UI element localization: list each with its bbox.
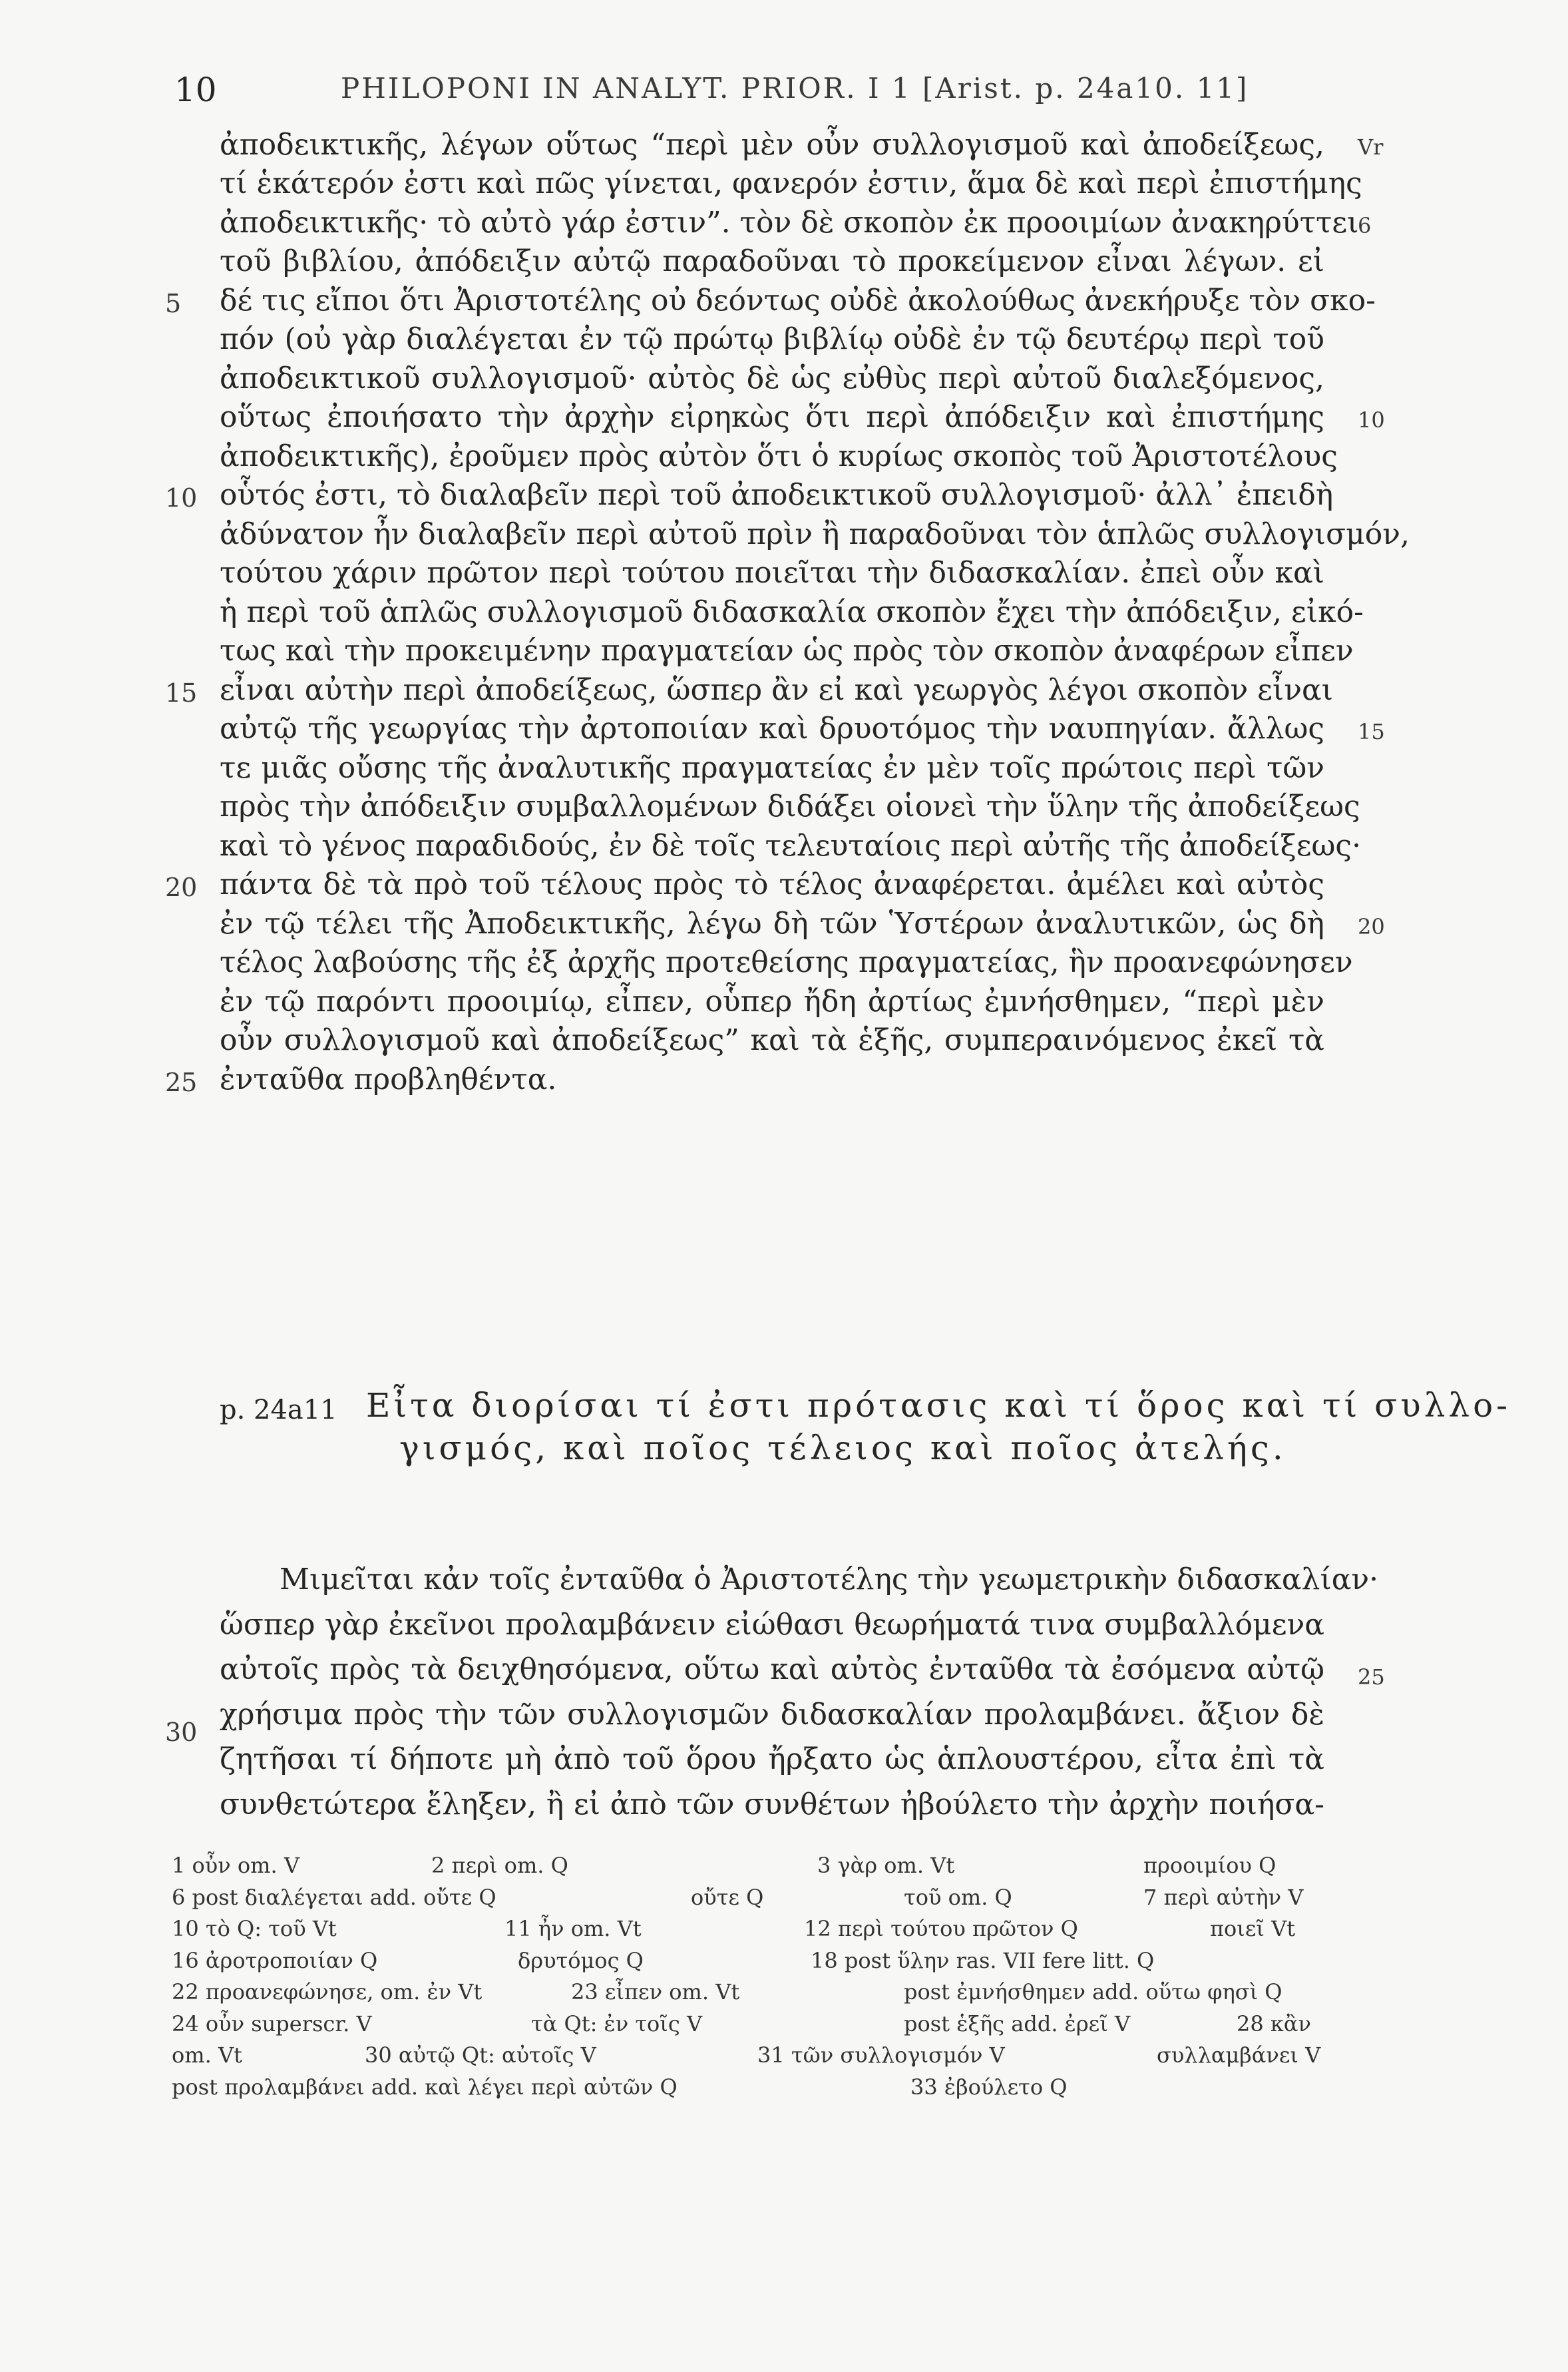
text-line: τε μιᾶς οὔσης τῆς ἀναλυτικῆς πραγματείας ἐν μὲν τοῖς πρώτοις περὶ τῶν xyxy=(220,751,1324,785)
apparatus-entry: ποιεῖ Vt xyxy=(1210,1916,1296,1941)
running-head: PHILOPONI IN ANALYT. PRIOR. I 1 [Arist. p. 24a10. 11] xyxy=(341,72,1249,105)
apparatus-entry: 28 κἂν xyxy=(1237,2011,1311,2036)
text-line: ἐν τῷ παρόντι προοιμίῳ, εἶπεν, οὗπερ ἤδη ἀρτίως ἐμνήσθημεν, “περὶ μὲν xyxy=(220,985,1324,1019)
text-line: εἶναι αὐτὴν περὶ ἀποδείξεως, ὥσπερ ἂν εἰ καὶ γεωργὸς λέγοι σκοπὸν εἶναι xyxy=(220,673,1333,707)
apparatus-entry: δρυτόμος Q xyxy=(518,1948,644,1973)
apparatus-entry: 3 γὰρ om. Vt xyxy=(817,1853,955,1878)
apparatus-entry: 18 post ὕλην ras. VII fere litt. Q xyxy=(811,1948,1155,1973)
text-line: τί ἑκάτερόν ἐστι καὶ πῶς γίνεται, φανερόν ἐστιν, ἅμα δὲ καὶ περὶ ἐπιστήμης xyxy=(220,166,1362,200)
text-line: Μιμεῖται κἀν τοῖς ἐνταῦθα ὁ Ἀριστοτέλης τὴν γεωμετρικὴν διδασκαλίαν· xyxy=(280,1562,1379,1596)
text-line: πόν (οὐ γὰρ διαλέγεται ἐν τῷ πρώτῳ βιβλίῳ οὐδὲ ἐν τῷ δευτέρῳ περὶ τοῦ xyxy=(220,322,1324,356)
line-number: 30 xyxy=(165,1718,198,1747)
apparatus-entry: τὰ Qt: ἐν τοῖς V xyxy=(531,2011,703,2036)
line-number: 10 xyxy=(165,483,198,513)
apparatus-entry: 23 εἶπεν om. Vt xyxy=(571,1979,740,2005)
text-line: τούτου χάριν πρῶτον περὶ τούτου ποιεῖται τὴν διδασκαλίαν. ἐπεὶ οὖν καὶ xyxy=(220,556,1324,590)
lemma-line: γισμός, καὶ ποῖος τέλειος καὶ ποῖος ἀτελής. xyxy=(399,1429,1286,1467)
text-line: συνθετώτερα ἔληξεν, ἢ εἰ ἀπὸ τῶν συνθέτων ἠβούλετο τὴν ἀρχὴν ποιήσα- xyxy=(220,1787,1324,1821)
text-line: πρὸς τὴν ἀπόδειξιν συμβαλλομένων διδάξει οἱονεὶ τὴν ὕλην τῆς ἀποδείξεως xyxy=(220,790,1360,824)
apparatus-entry: post προλαμβάνει add. καὶ λέγει περὶ αὐτῶν Q xyxy=(172,2074,678,2100)
text-line: οὖν συλλογισμοῦ καὶ ἀποδείξεως” καὶ τὰ ἑξῆς, συμπεραινόμενος ἐκεῖ τὰ xyxy=(220,1023,1324,1057)
text-line: ἐν τῷ τέλει τῆς Ἀποδεικτικῆς, λέγω δὴ τῶν Ὑστέρων ἀναλυτικῶν, ὡς δὴ xyxy=(220,907,1324,941)
apparatus-entry: post ἐμνήσθημεν add. οὕτω φησὶ Q xyxy=(904,1979,1282,2005)
margin-ref: 6 xyxy=(1358,213,1372,238)
line-number: 5 xyxy=(165,289,182,318)
apparatus-entry: 11 ἦν om. Vt xyxy=(504,1916,642,1941)
margin-ref: 10 xyxy=(1358,407,1385,433)
line-number: 20 xyxy=(165,873,198,902)
text-line: ἀποδεικτικοῦ συλλογισμοῦ· αὐτὸς δὲ ὡς εὐθὺς περὶ αὐτοῦ διαλεξόμενος, xyxy=(220,361,1324,395)
text-line: τέλος λαβούσης τῆς ἐξ ἀρχῆς προτεθείσης πραγματείας, ἣν προανεφώνησεν xyxy=(220,945,1353,979)
text-line: ἀποδεικτικῆς· τὸ αὐτὸ γάρ ἐστιν”. τὸν δὲ σκοπὸν ἐκ προοιμίων ἀνακηρύττει xyxy=(220,206,1359,240)
apparatus-entry: προοιμίου Q xyxy=(1143,1853,1276,1878)
text-line: ζητῆσαι τί δήποτε μὴ ἀπὸ τοῦ ὅρου ἤρξατο ὡς ἁπλουστέρου, εἶτα ἐπὶ τὰ xyxy=(220,1742,1324,1776)
apparatus-entry: 1 οὖν om. V xyxy=(172,1853,299,1878)
margin-ref: 20 xyxy=(1358,914,1385,939)
apparatus-entry: 24 οὖν superscr. V xyxy=(172,2011,372,2036)
apparatus-entry: 16 ἀροτροποιίαν Q xyxy=(172,1948,378,1973)
apparatus-entry: συλλαμβάνει V xyxy=(1157,2042,1321,2068)
text-line: οὗτός ἐστι, τὸ διαλαβεῖν περὶ τοῦ ἀποδεικτικοῦ συλλογισμοῦ· ἀλλ᾽ ἐπειδὴ xyxy=(220,478,1334,512)
text-line: τως καὶ τὴν προκειμένην πραγματείαν ὡς πρὸς τὸν σκοπὸν ἀναφέρων εἶπεν xyxy=(220,634,1354,668)
apparatus-entry: post ἑξῆς add. ἐρεῖ V xyxy=(904,2011,1131,2036)
margin-ref: Vr xyxy=(1358,134,1384,160)
apparatus-entry: οὔτε Q xyxy=(691,1885,764,1910)
text-line: ἐνταῦθα προβληθέντα. xyxy=(220,1063,557,1096)
margin-ref: 25 xyxy=(1358,1664,1385,1690)
text-line: αὐτοῖς πρὸς τὰ δειχθησόμενα, οὕτω καὶ αὐτὸς ἐνταῦθα τὰ ἐσόμενα αὐτῷ xyxy=(220,1652,1324,1686)
text-line: ἡ περὶ τοῦ ἁπλῶς συλλογισμοῦ διδασκαλία σκοπὸν ἔχει τὴν ἀπόδειξιν, εἰκό- xyxy=(220,595,1364,629)
text-line: οὕτως ἐποιήσατο τὴν ἀρχὴν εἰρηκὼς ὅτι περὶ ἀπόδειξιν καὶ ἐπιστήμης xyxy=(220,400,1324,434)
text-line: καὶ τὸ γένος παραδιδούς, ἐν δὲ τοῖς τελευταίοις περὶ αὐτῆς τῆς ἀποδείξεως· xyxy=(220,829,1362,863)
margin-ref: 15 xyxy=(1358,719,1385,744)
text-line: ὥσπερ γὰρ ἐκεῖνοι προλαμβάνειν εἰώθασι θεωρήματά τινα συμβαλλόμενα xyxy=(220,1608,1324,1642)
line-number: 25 xyxy=(165,1068,198,1097)
apparatus-entry: τοῦ om. Q xyxy=(904,1885,1012,1910)
lemma-line: Εἶτα διορίσαι τί ἐστι πρότασις καὶ τί ὅρος καὶ τί συλλο- xyxy=(366,1386,1511,1425)
page-number: 10 xyxy=(174,71,217,109)
apparatus-entry: 6 post διαλέγεται add. οὔτε Q xyxy=(172,1885,496,1910)
text-line: δέ τις εἴποι ὅτι Ἀριστοτέλης οὐ δεόντως οὐδὲ ἀκολούθως ἀνεκήρυξε τὸν σκο- xyxy=(220,284,1376,318)
apparatus-entry: 2 περὶ om. Q xyxy=(431,1853,568,1878)
apparatus-entry: om. Vt xyxy=(172,2042,242,2068)
text-line: ἀδύνατον ἦν διαλαβεῖν περὶ αὐτοῦ πρὶν ἢ παραδοῦναι τὸν ἁπλῶς συλλογισμόν, xyxy=(220,517,1410,551)
text-line: αὐτῷ τῆς γεωργίας τὴν ἀρτοποιίαν καὶ δρυοτόμος τὴν ναυπηγίαν. ἄλλως xyxy=(220,712,1324,746)
apparatus-entry: 31 τῶν συλλογισμόν V xyxy=(757,2042,1005,2068)
apparatus-entry: 12 περὶ τούτου πρῶτον Q xyxy=(804,1916,1078,1941)
apparatus-entry: 30 αὐτῷ Qt: αὐτοῖς V xyxy=(365,2042,596,2068)
text-line: πάντα δὲ τὰ πρὸ τοῦ τέλους πρὸς τὸ τέλος ἀναφέρεται. ἀμέλει καὶ αὐτὸς xyxy=(220,867,1324,901)
text-line: τοῦ βιβλίου, ἀπόδειξιν αὐτῷ παραδοῦναι τὸ προκείμενον εἶναι λέγων. εἰ xyxy=(220,244,1324,278)
text-line: χρήσιμα πρὸς τὴν τῶν συλλογισμῶν διδασκαλίαν προλαμβάνει. ἄξιον δὲ xyxy=(220,1698,1324,1732)
line-number: 15 xyxy=(165,678,198,708)
apparatus-entry: 7 περὶ αὐτὴν V xyxy=(1143,1885,1304,1910)
apparatus-entry: 10 τὸ Q: τοῦ Vt xyxy=(172,1916,337,1941)
text-line: ἀποδεικτικῆς), ἐροῦμεν πρὸς αὐτὸν ὅτι ὁ κυρίως σκοπὸς τοῦ Ἀριστοτέλους xyxy=(220,439,1338,473)
apparatus-entry: 22 προανεφώνησε, om. ἐν Vt xyxy=(172,1979,483,2005)
text-line: ἀποδεικτικῆς, λέγων οὕτως “περὶ μὲν οὖν συλλογισμοῦ καὶ ἀποδείξεως, xyxy=(220,128,1324,162)
apparatus-entry: 33 ἐβούλετο Q xyxy=(910,2074,1068,2100)
lemma-reference: p. 24a11 xyxy=(220,1395,337,1425)
